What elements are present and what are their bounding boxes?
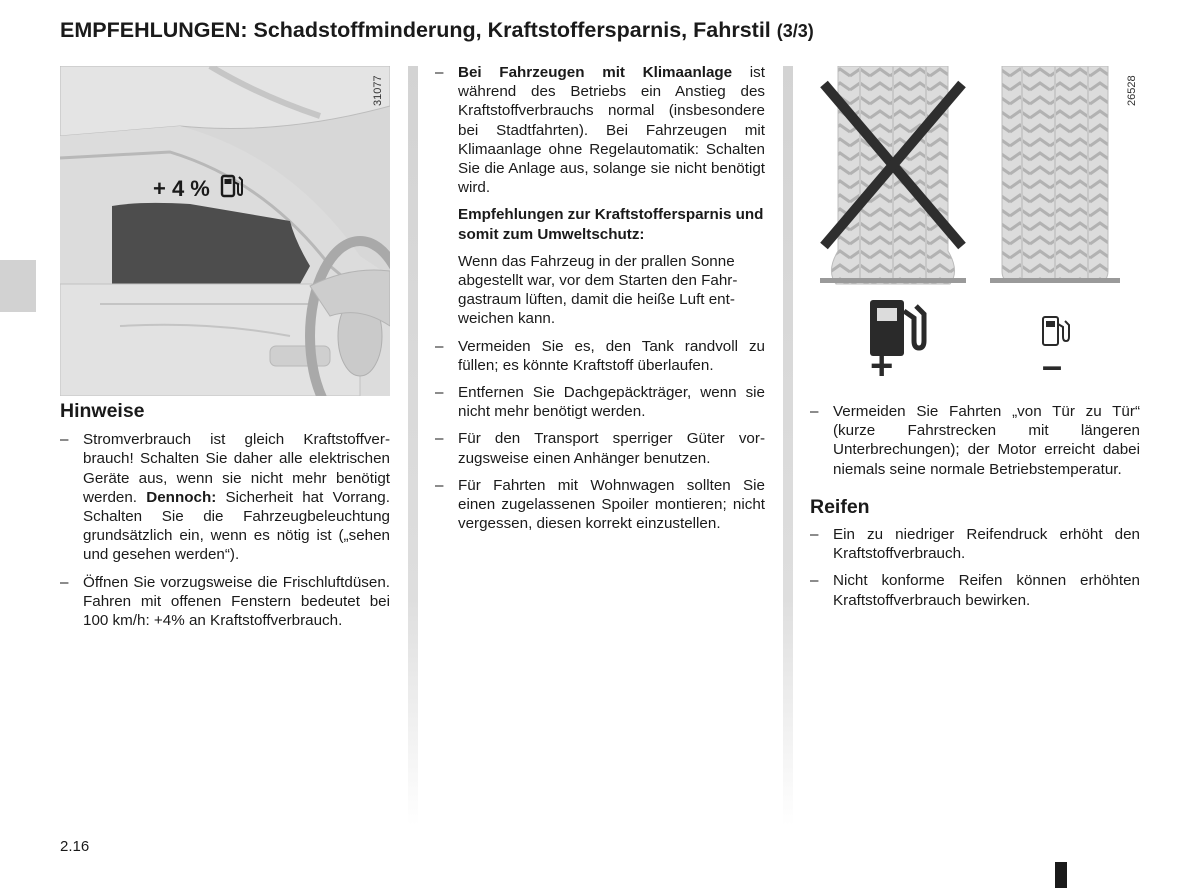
list-item-text: Für Fahrten mit Wohnwagen sollten Sie einen zugelassenen Spoiler montieren; nicht vergessen, diesen korrekt einzustellen. — [458, 476, 765, 533]
hinweise-list — [60, 430, 390, 630]
list-dash: – — [435, 337, 444, 355]
car-window-illustration — [60, 66, 390, 396]
page-edge-marker — [1055, 862, 1067, 888]
fuel-pump-small-icon — [1043, 317, 1069, 345]
fuel-pump-icon — [220, 174, 244, 200]
list-item — [60, 573, 390, 631]
car-interior-drawing — [60, 66, 390, 396]
subheading-recommendations — [435, 205, 765, 243]
list-item — [435, 383, 765, 421]
list-item-text: Entfernen Sie Dachgepäckträger, wenn sie nicht mehr benötigt werden. — [458, 384, 765, 421]
page-title — [60, 18, 1160, 43]
list-item-text: Für den Transport sperriger Güter vorzugsweise einen Anhänger benutzen. — [458, 430, 765, 467]
paragraph-ventilate: Wenn das Fahrzeug in der prallen Sonne abgestellt war, vor dem Starten den Fahrgastraum lüften, damit die heiße Luft entweichen kann. — [458, 252, 738, 328]
list-dash: – — [60, 573, 69, 591]
tires-list — [810, 525, 1140, 610]
minus-sign: – — [1042, 345, 1063, 386]
chapter-tab-marker — [0, 260, 36, 312]
list-dash: – — [435, 64, 444, 81]
column-separator-left — [408, 66, 418, 826]
list-item — [810, 571, 1140, 609]
tire-inflated-icon — [990, 66, 1120, 283]
list-item-bold: Dennoch: — [146, 488, 217, 506]
list-dash: – — [810, 526, 819, 544]
list-item-text: Öffnen Sie vorzugsweise die Frischluftdüsen. Fahren mit offenen Fenstern bedeutet bei 100 km/h: +4% an Kraftstoffverbrauch. — [83, 573, 390, 630]
list-item-text: Stromverbrauch ist gleich Kraftstoffverbrauch! Schalten Sie daher alle elektrischen Geräte aus, wenn sie nicht mehr benötigt werden. — [83, 431, 390, 506]
list-item-text: ist während des Betriebs ein Anstieg des Kraftstoffverbrauchs normal (insbesondere bei Stadtfahrten). Bei Fahrzeugen mit Klimaanlage ohne Regelautomatik: Schalten Sie die Anlage aus, solange sie nicht benötigt wird. — [458, 64, 765, 197]
heading-reifen: Reifen — [810, 495, 870, 518]
list-item — [60, 430, 390, 564]
subheading-text: Empfehlungen zur Kraftstoffersparnis und somit zum Umweltschutz: — [458, 206, 764, 243]
tire-comparison-drawing — [810, 66, 1140, 396]
left-column — [60, 402, 390, 638]
list-item — [810, 525, 1140, 563]
list-dash: – — [435, 430, 444, 448]
short-trips-list — [810, 402, 1140, 479]
list-item — [435, 429, 765, 467]
tire-illustration — [810, 66, 1140, 396]
list-item-text: Ein zu niedriger Reifendruck erhöht den Kraftstoffverbrauch. — [833, 526, 1140, 563]
page-title-text: EMPFEHLUNGEN: Schadstoffminderung, Kraftstoffersparnis, Fahrstil — [60, 18, 771, 42]
list-item — [435, 476, 765, 534]
list-dash: – — [60, 431, 69, 449]
column-separator-right — [783, 66, 793, 826]
list-item-bold: Bei Fahrzeugen mit Klimaanlage — [458, 64, 733, 81]
list-item — [810, 402, 1140, 479]
recommendations-list — [435, 337, 765, 534]
list-item-text: Vermeiden Sie Fahrten „von Tür zu Tür“ (kurze Fahrstrecken mit längeren Unterbrechungen); der Motor erreicht dabei niemals seine normale Betriebstemperatur. — [833, 403, 1140, 478]
middle-column — [435, 63, 765, 541]
list-dash: – — [435, 384, 444, 402]
list-item-text: Sicherheit hat Vorrang. Schalten Sie die Fahrzeugbeleuchtung grundsätzlich ein, wenn es nötig ist („sehen und gesehen werden“). — [83, 488, 390, 564]
right-column — [810, 402, 1140, 618]
list-item-text: Nicht konforme Reifen können erhöhten Kraftstoffverbrauch bewirken. — [833, 572, 1140, 609]
list-dash: – — [810, 403, 819, 420]
list-item-text: Vermeiden Sie es, den Tank randvoll zu füllen; es könnte Kraftstoff überlaufen. — [458, 337, 765, 374]
page-number: 2.16 — [60, 838, 90, 855]
climate-list — [435, 63, 765, 197]
list-item — [435, 337, 765, 375]
list-dash: – — [810, 572, 819, 590]
consumption-increase-label: + 4 % — [153, 176, 210, 201]
list-item — [435, 63, 765, 197]
page-title-suffix: (3/3) — [776, 21, 814, 41]
figure-reference-31077: 31077 — [372, 75, 384, 106]
figure-reference-26528: 26528 — [1126, 75, 1138, 106]
list-dash: – — [435, 476, 444, 494]
heading-hinweise: Hinweise — [60, 400, 145, 422]
plus-sign: + — [870, 344, 894, 388]
